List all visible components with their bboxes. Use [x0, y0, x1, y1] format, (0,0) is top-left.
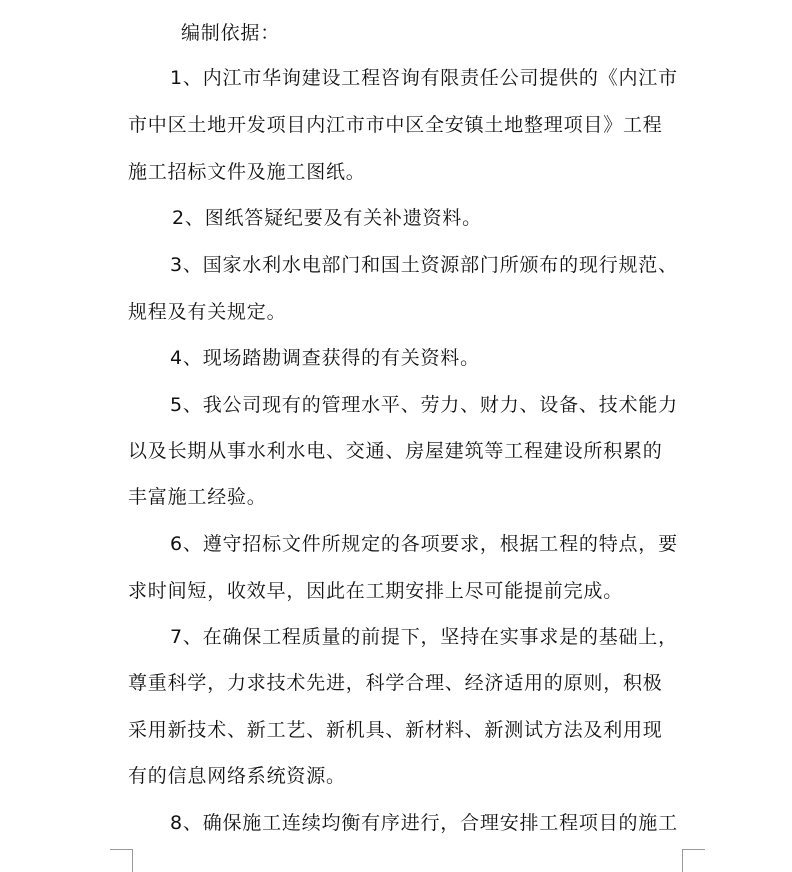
- text-line: 8、确保施工连续均衡有序进行，合理安排工程项目的施工: [170, 812, 678, 834]
- text-line: 7、在确保工程质量的前提下，坚持在实事求是的基础上，: [170, 626, 678, 648]
- text-line: 尊重科学，力求技术先进，科学合理、经济适用的原则，积极: [128, 672, 663, 694]
- text-line: 3、国家水利水电部门和国土资源部门所颁布的现行规范、: [170, 254, 678, 276]
- section-heading: 编制依据：: [181, 22, 281, 44]
- text-line: 6、遵守招标文件所规定的各项要求，根据工程的特点，要: [170, 533, 678, 555]
- text-line: 以及长期从事水利水电、交通、房屋建筑等工程建设所积累的: [128, 440, 663, 462]
- text-line: 规程及有关规定。: [128, 301, 287, 323]
- page-corner-mark-left: [110, 849, 133, 872]
- text-line: 5、我公司现有的管理水平、劳力、财力、设备、技术能力: [170, 394, 678, 416]
- text-line: 2、图纸答疑纪要及有关补遗资料。: [172, 207, 482, 229]
- text-line: 市中区土地开发项目内江市市中区全安镇土地整理项目》工程: [128, 114, 663, 136]
- text-line: 求时间短，收效早，因此在工期安排上尽可能提前完成。: [128, 580, 624, 602]
- page-corner-mark-right: [682, 849, 705, 872]
- text-line: 1、内江市华询建设工程咨询有限责任公司提供的《内江市: [170, 67, 678, 89]
- text-line: 有的信息网络系统资源。: [128, 765, 346, 787]
- text-line: 采用新技术、新工艺、新机具、新材料、新测试方法及利用现: [128, 719, 663, 741]
- text-line: 施工招标文件及施工图纸。: [128, 161, 366, 183]
- text-line: 丰富施工经验。: [128, 486, 267, 508]
- text-line: 4、现场踏勘调查获得的有关资料。: [170, 347, 480, 369]
